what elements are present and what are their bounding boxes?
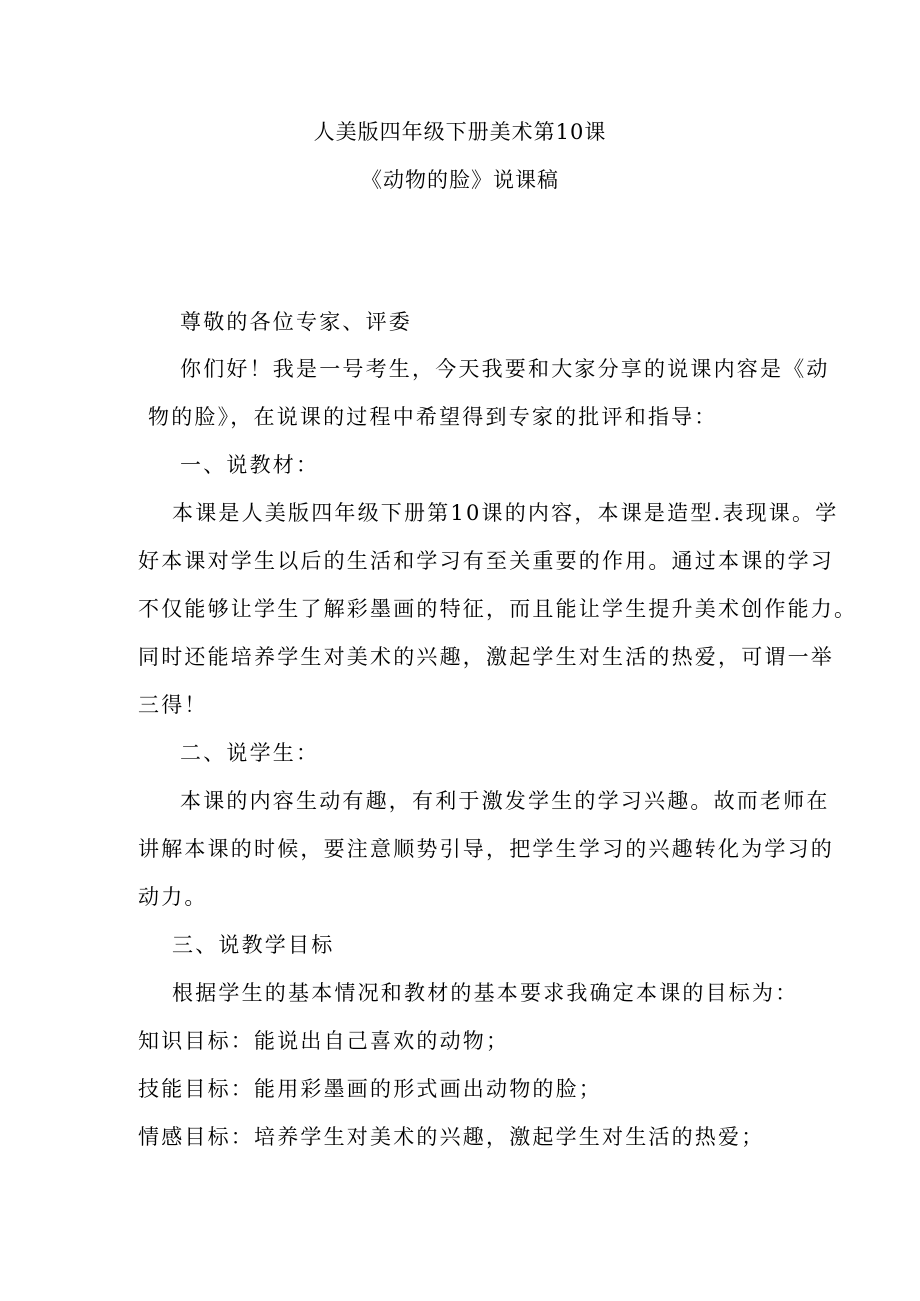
section-heading-objectives: 三、说教学目标 [172,933,335,957]
textbook-line-2: 好本课对学生以后的生活和学习有至关重要的作用。通过本课的学习 [138,549,834,573]
section-heading-students: 二、说学生： [180,741,320,765]
section-heading-textbook: 一、说教材： [180,453,320,477]
students-line-2: 讲解本课的时候，要注意顺势引导，把学生学习的兴趣转化为学习的 [138,837,834,861]
objectives-intro-line: 根据学生的基本情况和教材的基本要求我确定本课的目标为： [172,981,799,1005]
document-title: 人美版四年级下册美术第10课 [313,120,607,144]
skill-objective: 技能目标：能用彩墨画的形式画出动物的脸； [138,1077,602,1101]
textbook-line-5: 三得！ [138,693,208,717]
textbook-line-1: 本课是人美版四年级下册第10课的内容，本课是造型.表现课。学 [172,501,839,525]
greeting-line: 尊敬的各位专家、评委 [180,310,412,334]
emotion-objective: 情感目标：培养学生对美术的兴趣，激起学生对生活的热爱； [138,1125,765,1149]
intro-line-2: 物的脸》，在说课的过程中希望得到专家的批评和指导： [148,405,718,429]
knowledge-objective: 知识目标：能说出自己喜欢的动物； [138,1029,510,1053]
students-line-1: 本课的内容生动有趣，有利于激发学生的学习兴趣。故而老师在 [180,789,830,813]
students-line-3: 动力。 [138,885,208,909]
intro-line-1: 你们好！我是一号考生，今天我要和大家分享的说课内容是《动 [180,357,830,381]
textbook-line-4: 同时还能培养学生对美术的兴趣，激起学生对生活的热爱，可谓一举 [138,645,834,669]
textbook-line-3: 不仅能够让学生了解彩墨画的特征，而且能让学生提升美术创作能力。 [138,597,858,621]
document-subtitle: 《动物的脸》说课稿 [361,168,559,192]
